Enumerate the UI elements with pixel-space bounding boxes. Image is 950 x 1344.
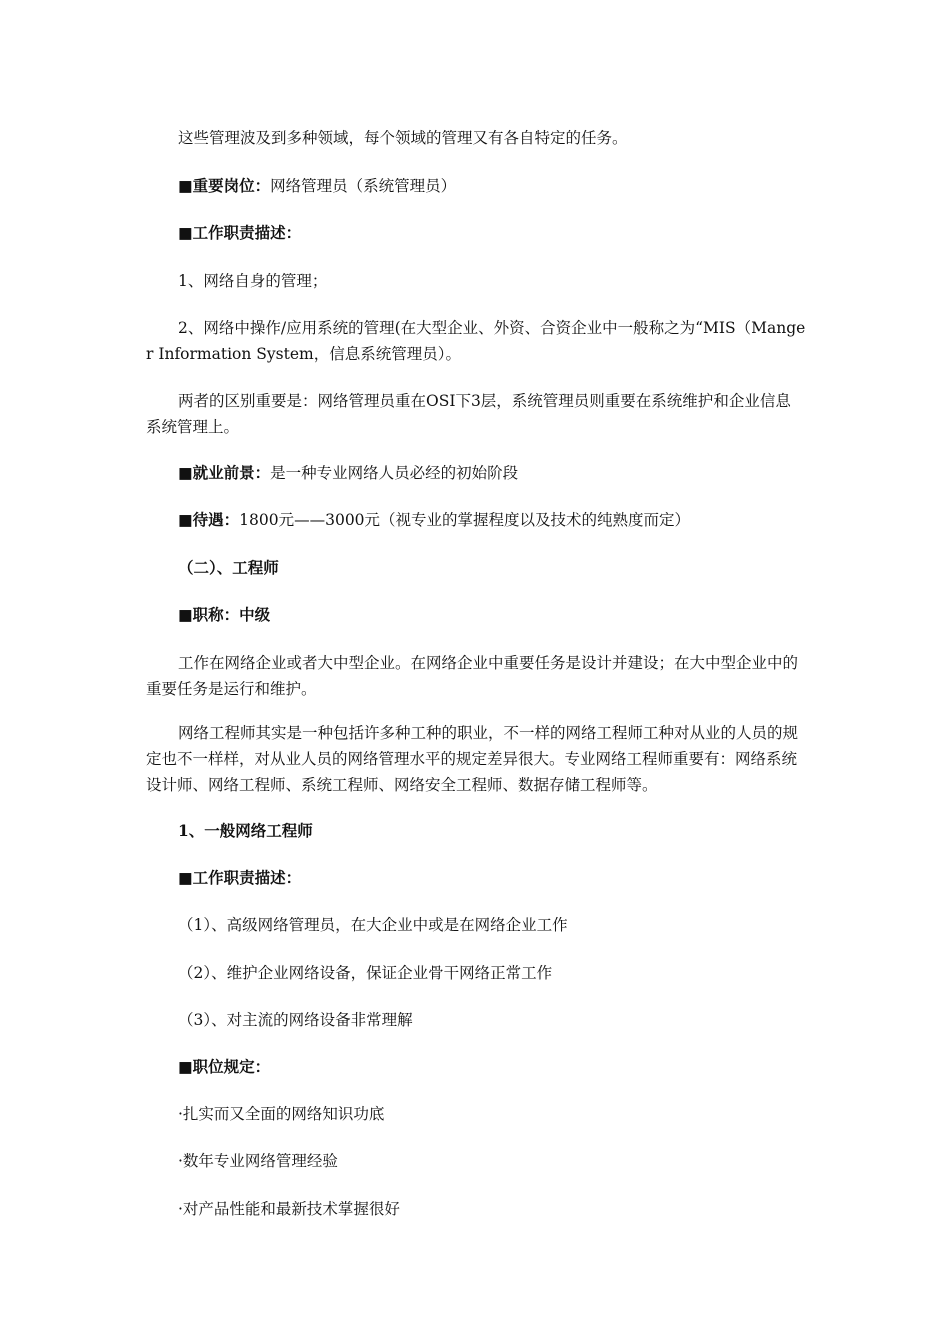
heading-general-network-engineer: 1、一般网络工程师 — [178, 821, 313, 840]
paragraph-difference: 两者的区别重要是：网络管理员重在OSI下3层，系统管理员则重要在系统维护和企业信息系统管理上。 — [146, 392, 791, 436]
key-position-label: ■重要岗位： — [178, 176, 271, 195]
paragraph-work-location: 工作在网络企业或者大中型企业。在网络企业中重要任务是设计并建设；在大中型企业中的重要任务是运行和维护。 — [146, 654, 799, 698]
paragraph-management-domains: 这些管理波及到多种领域，每个领域的管理又有各自特定的任务。 — [178, 129, 628, 147]
paragraph-duty-2: 2、网络中操作/应用系统的管理(在大型企业、外资、合资企业中一般称之为“MIS（Manger Information System，信息系统管理员）。 — [146, 319, 806, 363]
heading-job-requirements: ■职位规定： — [178, 1057, 271, 1076]
paragraph-duty-1: 1、网络自身的管理； — [178, 272, 328, 290]
list-item-requirement-1: ·扎实而又全面的网络知识功底 — [178, 1105, 385, 1123]
list-item-requirement-3: ·对产品性能和最新技术掌握很好 — [178, 1200, 400, 1218]
salary-text: 1800元——3000元（视专业的掌握程度以及技术的纯熟度而定） — [239, 511, 691, 529]
heading-job-duties: ■工作职责描述： — [178, 223, 302, 242]
key-position-text: 网络管理员（系统管理员） — [270, 177, 457, 195]
employment-outlook-label: ■就业前景： — [178, 463, 271, 482]
heading-title-level: ■职称：中级 — [178, 605, 271, 624]
heading-job-duties-2: ■工作职责描述： — [178, 868, 302, 887]
paragraph-employment-outlook — [146, 460, 806, 486]
paragraph-network-engineer-description: 网络工程师其实是一种包括许多种工种的职业，不一样的网络工程师工种对从业的人员的规定也不一样样，对从业人员的网络管理水平的规定差异很大。专业网络工程师重要有：网络系统设计师、网络工程师、系统工程师、网络安全工程师、数据存储工程师等。 — [146, 724, 799, 794]
salary-label: ■待遇： — [178, 510, 240, 529]
heading-engineer: （二）、工程师 — [178, 558, 279, 577]
paragraph-salary — [146, 507, 806, 533]
paragraph-key-position — [146, 173, 806, 199]
list-item-duty-2: （2）、维护企业网络设备，保证企业骨干网络正常工作 — [178, 964, 553, 982]
list-item-duty-1: （1）、高级网络管理员，在大企业中或是在网络企业工作 — [178, 916, 568, 934]
employment-outlook-text: 是一种专业网络人员必经的初始阶段 — [270, 464, 519, 482]
list-item-duty-3: （3）、对主流的网络设备非常理解 — [178, 1011, 413, 1029]
list-item-requirement-2: ·数年专业网络管理经验 — [178, 1152, 338, 1170]
